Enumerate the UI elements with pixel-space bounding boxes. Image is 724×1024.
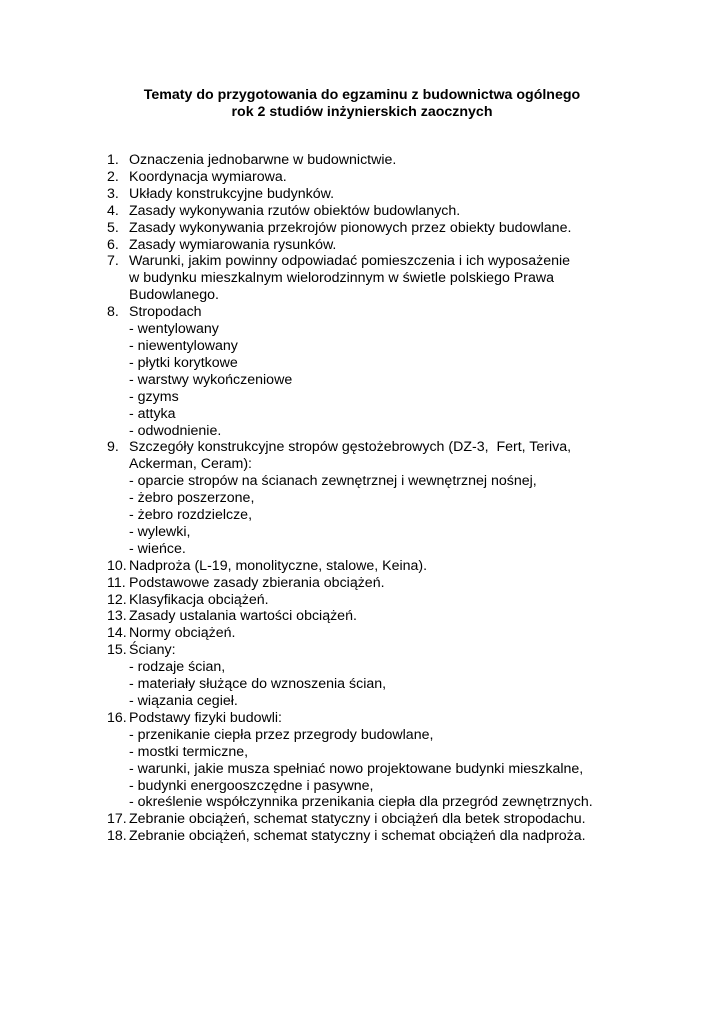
sub-item: - żebro rozdzielcze, (129, 507, 253, 524)
sub-item: - attyka (129, 405, 176, 422)
list-item-continuation: w budynku mieszkalnym wielorodzinnym w świetle polskiego Prawa (129, 270, 555, 287)
list-item (0, 203, 724, 220)
list-item-number: 18. (107, 828, 127, 845)
list-item-number: 5. (107, 219, 119, 236)
list-item-number: 1. (107, 152, 119, 168)
sub-item: - określenie współczynnika przenikania ciepła dla przegród zewnętrznych. (129, 794, 593, 811)
sub-item: - odwodnienie. (129, 422, 222, 439)
list-item (0, 439, 724, 557)
sub-item: - żebro poszerzone, (129, 490, 255, 507)
sub-item: - wentylowany (129, 321, 219, 338)
list-item-number: 2. (107, 168, 119, 185)
sub-item: - płytki korytkowe (129, 354, 238, 371)
sub-item: - wylewki, (129, 523, 191, 540)
list-item-number: 15. (107, 642, 127, 659)
list-item-text: Klasyfikacja obciążeń. (129, 591, 269, 608)
list-item (0, 237, 724, 254)
list-item-text: Zasady wykonywania przekrojów pionowych przez obiekty budowlane. (129, 219, 572, 236)
list-item-text: Stropodach (129, 304, 202, 321)
list-item (0, 642, 724, 710)
list-item (0, 186, 724, 203)
list-item-text: Układy konstrukcyjne budynków. (129, 185, 335, 202)
list-item-number: 17. (107, 811, 127, 828)
list-item-text: Warunki, jakim powinny odpowiadać pomieszczenia i ich wyposażenie (129, 253, 571, 270)
document-title: Tematy do przygotowania do egzaminu z budownictwa ogólnego (143, 87, 581, 103)
list-item-text: Zasady wymiarowania rysunków. (129, 236, 337, 253)
list-item (0, 811, 724, 828)
list-item (0, 152, 724, 169)
list-item-text: Podstawowe zasady zbierania obciążeń. (129, 574, 385, 591)
list-item-text: Zasady ustalania wartości obciążeń. (129, 608, 357, 625)
sub-item: - przenikanie ciepła przez przegrody budowlane, (129, 726, 434, 743)
list-item-number: 10. (107, 557, 127, 574)
list-item-text: Koordynacja wymiarowa. (129, 168, 287, 185)
sub-item: - niewentylowany (129, 337, 238, 354)
list-item-number: 16. (107, 709, 127, 726)
list-item-text: Normy obciążeń. (129, 625, 236, 642)
list-item (0, 828, 724, 845)
topic-list (0, 152, 724, 845)
list-item (0, 575, 724, 592)
document-subtitle: rok 2 studiów inżynierskich zaocznych (231, 104, 493, 120)
list-item (0, 558, 724, 575)
list-item-number: 9. (107, 439, 119, 456)
sub-item: - warunki, jakie musza spełniać nowo projektowane budynki mieszkalne, (129, 760, 584, 777)
sub-item: - wiązania cegieł. (129, 693, 238, 709)
sub-item: - materiały służące do wznoszenia ścian, (129, 676, 387, 693)
list-item (0, 625, 724, 642)
list-item-number: 8. (107, 304, 119, 321)
list-item-text: Oznaczenia jednobarwne w budownictwie. (129, 152, 397, 168)
list-item (0, 710, 724, 811)
list-item-number: 7. (107, 253, 119, 270)
list-item-text: Ściany: (129, 642, 176, 659)
list-item-number: 11. (107, 574, 126, 591)
list-item-number: 3. (107, 185, 119, 202)
sub-item: - oparcie stropów na ścianach zewnętrznej i wewnętrznej nośnej, (129, 473, 537, 490)
list-item (0, 169, 724, 186)
sub-item: - warstwy wykończeniowe (129, 371, 293, 388)
sub-item: - mostki termiczne, (129, 743, 249, 760)
list-item (0, 253, 724, 304)
list-item (0, 592, 724, 609)
sub-item: - rodzaje ścian, (129, 659, 226, 676)
list-item-text: Zasady wykonywania rzutów obiektów budowlanych. (129, 202, 461, 219)
list-item-number: 13. (107, 608, 127, 625)
list-item-text: Szczegóły konstrukcyjne stropów gęstożebrowych (DZ-3, Fert, Teriva, (129, 439, 572, 456)
sub-item: - gzyms (129, 388, 179, 405)
list-item-number: 6. (107, 236, 119, 253)
sub-item: - budynki energooszczędne i pasywne, (129, 777, 374, 794)
list-item-text: Nadproża (L-19, monolityczne, stalowe, Keina). (129, 557, 428, 574)
list-item (0, 220, 724, 237)
list-item-continuation: Ackerman, Ceram): (129, 456, 252, 473)
list-item-number: 4. (107, 202, 119, 219)
list-item-number: 12. (107, 591, 127, 608)
list-item-text: Podstawy fizyki budowli: (129, 709, 282, 726)
list-item (0, 608, 724, 625)
list-item-number: 14. (107, 625, 127, 642)
sub-item: - wieńce. (129, 540, 186, 557)
list-item-text: Zebranie obciążeń, schemat statyczny i schemat obciążeń dla nadproża. (129, 828, 586, 845)
list-item-text: Zebranie obciążeń, schemat statyczny i obciążeń dla betek stropodachu. (129, 811, 586, 828)
list-item-continuation: Budowlanego. (129, 287, 219, 304)
list-item (0, 304, 724, 439)
